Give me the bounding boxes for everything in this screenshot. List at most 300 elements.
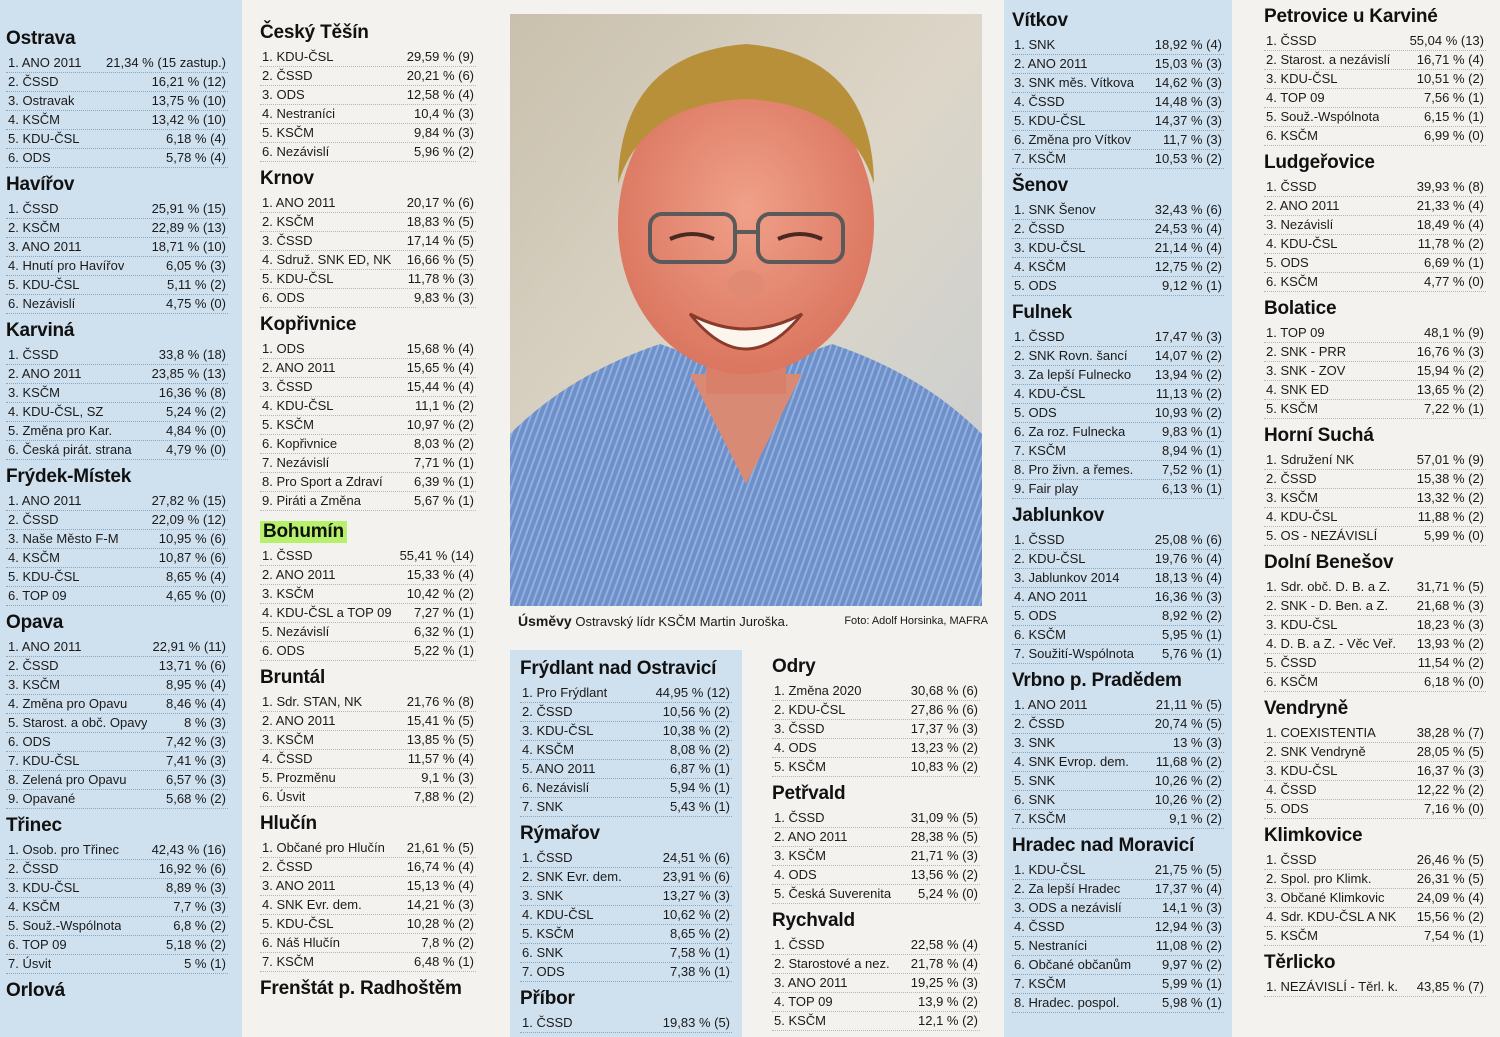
- vote-share-seats: 9,1 % (3): [421, 770, 474, 785]
- result-row: [1012, 239, 1224, 258]
- vote-share-seats: 18,92 % (4): [1154, 37, 1222, 52]
- vote-share-seats: 13,93 % (2): [1416, 636, 1484, 651]
- vote-share-seats: 14,1 % (3): [1162, 900, 1222, 915]
- party-name: 6. KSČM: [1014, 627, 1067, 642]
- party-name: 3. ODS: [262, 87, 305, 102]
- vote-share-seats: 21,11 % (5): [1155, 697, 1222, 712]
- col6-content: [1264, 6, 1486, 997]
- result-row: [6, 898, 228, 917]
- party-name: 6. TOP 09: [8, 937, 67, 952]
- result-row: [6, 860, 228, 879]
- party-name: 2. ANO 2011: [262, 360, 336, 375]
- vote-share-seats: 4,77 % (0): [1424, 274, 1484, 289]
- result-row: [772, 828, 980, 847]
- vote-share-seats: 7,27 % (1): [414, 605, 474, 620]
- results-column-3: [510, 650, 742, 1037]
- party-name: 5. KSČM: [774, 1013, 827, 1028]
- party-name: 4. KSČM: [8, 550, 61, 565]
- party-name: 6. SNK: [1014, 792, 1056, 807]
- result-row: [1012, 753, 1224, 772]
- town-name: Krnov: [260, 168, 314, 189]
- result-row: [1264, 89, 1486, 108]
- vote-share-seats: 9,83 % (1): [1162, 424, 1222, 439]
- result-row: [1264, 127, 1486, 146]
- result-row: [260, 585, 476, 604]
- result-row: [1012, 645, 1224, 664]
- vote-share-seats: 11,78 % (2): [1417, 236, 1484, 251]
- vote-share-seats: 9,83 % (3): [414, 290, 474, 305]
- result-row: [1012, 150, 1224, 169]
- vote-share-seats: 15,68 % (4): [406, 341, 474, 356]
- results-column-6: [1256, 0, 1500, 1037]
- result-row: [260, 359, 476, 378]
- vote-share-seats: 21,68 % (3): [1416, 598, 1484, 613]
- party-name: 1. COEXISTENTIA: [1266, 725, 1376, 740]
- party-name: 2. ČSSD: [262, 68, 313, 83]
- vote-share-seats: 8,92 % (2): [1162, 608, 1222, 623]
- party-name: 2. ČSSD: [1266, 471, 1317, 486]
- result-row: [260, 105, 476, 124]
- party-name: 7. Soužití-Wspólnota: [1014, 646, 1134, 661]
- party-name: 6. ODS: [262, 290, 305, 305]
- result-row: [1012, 880, 1224, 899]
- result-row: [1012, 277, 1224, 296]
- party-name: 5. ODS: [1266, 255, 1309, 270]
- result-row: [1012, 734, 1224, 753]
- town-name: Fulnek: [1012, 302, 1073, 323]
- result-row: [1264, 381, 1486, 400]
- vote-share-seats: 12,94 % (3): [1154, 919, 1222, 934]
- vote-share-seats: 13,56 % (2): [910, 867, 978, 882]
- town-results-block: [1012, 302, 1224, 499]
- party-name: 1. ČSSD: [1266, 179, 1317, 194]
- vote-share-seats: 4,65 % (0): [166, 588, 226, 603]
- party-name: 2. ANO 2011: [774, 829, 848, 844]
- vote-share-seats: 15,03 % (3): [1154, 56, 1222, 71]
- party-name: 3. SNK: [522, 888, 564, 903]
- vote-share-seats: 13,71 % (6): [158, 658, 226, 673]
- vote-share-seats: 18,23 % (3): [1416, 617, 1484, 632]
- party-name: 6. Kopřivnice: [262, 436, 338, 451]
- party-name: 4. KSČM: [1014, 259, 1067, 274]
- vote-share-seats: 19,83 % (5): [662, 1015, 730, 1030]
- party-name: 7. KSČM: [262, 954, 315, 969]
- result-row: [260, 194, 476, 213]
- vote-share-seats: 26,31 % (5): [1416, 871, 1484, 886]
- result-row: [1264, 578, 1486, 597]
- result-row: [260, 435, 476, 454]
- vote-share-seats: 8,89 % (3): [166, 880, 226, 895]
- result-row: [6, 492, 228, 511]
- vote-share-seats: 10,53 % (2): [1154, 151, 1222, 166]
- vote-share-seats: 7,8 % (2): [421, 935, 474, 950]
- party-name: 5. KDU-ČSL: [262, 916, 334, 931]
- result-row: [1264, 527, 1486, 546]
- vote-share-seats: 13,85 % (5): [406, 732, 474, 747]
- result-row: [520, 868, 732, 887]
- result-row: [260, 896, 476, 915]
- caption-text: Ostravský lídr KSČM Martin Juroška.: [575, 614, 789, 629]
- vote-share-seats: 21,71 % (3): [910, 848, 978, 863]
- town-name: Frýdlant nad Ostravicí: [520, 658, 717, 679]
- vote-share-seats: 6,39 % (1): [414, 474, 474, 489]
- result-row: [6, 879, 228, 898]
- party-name: 4. ODS: [774, 867, 817, 882]
- vote-share-seats: 5,18 % (2): [166, 937, 226, 952]
- result-row: [1264, 273, 1486, 292]
- party-name: 1. NEZÁVISLÍ - Těrl. k.: [1266, 979, 1398, 994]
- vote-share-seats: 5,43 % (1): [670, 799, 730, 814]
- vote-share-seats: 19,76 % (4): [1154, 551, 1222, 566]
- result-row: [1012, 131, 1224, 150]
- vote-share-seats: 8,03 % (2): [414, 436, 474, 451]
- result-row: [6, 733, 228, 752]
- result-row: [260, 788, 476, 807]
- party-name: 1. Sdružení NK: [1266, 452, 1355, 467]
- result-row: [1012, 861, 1224, 880]
- vote-share-seats: 30,68 % (6): [910, 683, 978, 698]
- vote-share-seats: 5,98 % (1): [1162, 995, 1222, 1010]
- result-row: [1264, 216, 1486, 235]
- party-name: 2. Spol. pro Klimk.: [1266, 871, 1372, 886]
- result-row: [260, 454, 476, 473]
- result-row: [6, 511, 228, 530]
- party-name: 5. ODS: [1266, 801, 1309, 816]
- party-name: 1. SNK: [1014, 37, 1056, 52]
- result-row: [260, 839, 476, 858]
- vote-share-seats: 57,01 % (9): [1416, 452, 1484, 467]
- vote-share-seats: 17,14 % (5): [406, 233, 474, 248]
- party-name: 2. KDU-ČSL: [774, 702, 846, 717]
- vote-share-seats: 17,47 % (3): [1154, 329, 1222, 344]
- party-name: 3. KSČM: [1266, 490, 1319, 505]
- party-name: 3. KDU-ČSL: [1014, 240, 1086, 255]
- result-row: [260, 340, 476, 359]
- party-name: 5. KSČM: [262, 417, 315, 432]
- result-row: [1264, 470, 1486, 489]
- vote-share-seats: 26,46 % (5): [1416, 852, 1484, 867]
- vote-share-seats: 6,69 % (1): [1424, 255, 1484, 270]
- vote-share-seats: 6,13 % (1): [1162, 481, 1222, 496]
- vote-share-seats: 15,65 % (4): [406, 360, 474, 375]
- town-name: Vrbno p. Pradědem: [1012, 670, 1182, 691]
- party-name: 3. Za lepší Fulnecko: [1014, 367, 1132, 382]
- vote-share-seats: 16,21 % (12): [151, 74, 226, 89]
- vote-share-seats: 22,89 % (13): [151, 220, 226, 235]
- photo-credit: Foto: Adolf Horsinka, MAFRA: [844, 615, 988, 627]
- vote-share-seats: 18,13 % (4): [1154, 570, 1222, 585]
- vote-share-seats: 4,75 % (0): [166, 296, 226, 311]
- result-row: [260, 48, 476, 67]
- result-row: [1264, 324, 1486, 343]
- result-row: [260, 750, 476, 769]
- result-row: [6, 92, 228, 111]
- party-name: 6. Úsvit: [262, 789, 306, 804]
- party-name: 5. SNK: [1014, 773, 1056, 788]
- result-row: [6, 130, 228, 149]
- result-row: [520, 925, 732, 944]
- result-row: [520, 684, 732, 703]
- result-row: [6, 955, 228, 974]
- vote-share-seats: 22,91 % (11): [152, 639, 226, 654]
- result-row: [772, 936, 980, 955]
- result-row: [1012, 550, 1224, 569]
- result-row: [772, 955, 980, 974]
- vote-share-seats: 16,37 % (3): [1416, 763, 1484, 778]
- result-row: [1264, 362, 1486, 381]
- party-name: 8. Zelená pro Opavu: [8, 772, 127, 787]
- party-name: 6. Česká pirát. strana: [8, 442, 132, 457]
- party-name: 4. ODS: [774, 740, 817, 755]
- town-results-block: [1264, 698, 1486, 819]
- result-row: [260, 712, 476, 731]
- party-name: 3. Ostravak: [8, 93, 75, 108]
- vote-share-seats: 42,43 % (16): [151, 842, 226, 857]
- party-name: 3. Jablunkov 2014: [1014, 570, 1120, 585]
- vote-share-seats: 23,85 % (13): [151, 366, 226, 381]
- result-row: [1264, 400, 1486, 419]
- town-name: Dolní Benešov: [1264, 552, 1394, 573]
- town-results-block: [6, 466, 228, 606]
- town-name: Petrovice u Karviné: [1264, 6, 1438, 27]
- vote-share-seats: 11,13 % (2): [1155, 386, 1222, 401]
- party-name: 1. ČSSD: [1266, 33, 1317, 48]
- town-results-block: [1264, 825, 1486, 946]
- result-row: [1264, 870, 1486, 889]
- party-name: 5. KDU-ČSL: [262, 271, 334, 286]
- vote-share-seats: 4,84 % (0): [166, 423, 226, 438]
- party-name: 4. KDU-ČSL, SZ: [8, 404, 104, 419]
- party-name: 3. SNK měs. Vítkova: [1014, 75, 1134, 90]
- vote-share-seats: 10,56 % (2): [662, 704, 730, 719]
- vote-share-seats: 8,65 % (4): [166, 569, 226, 584]
- party-name: 5. Nezávislí: [262, 624, 330, 639]
- vote-share-seats: 13,65 % (2): [1416, 382, 1484, 397]
- vote-share-seats: 18,83 % (5): [406, 214, 474, 229]
- party-name: 1. Osob. pro Třinec: [8, 842, 120, 857]
- result-row: [1264, 451, 1486, 470]
- result-row: [1012, 772, 1224, 791]
- vote-share-seats: 14,62 % (3): [1154, 75, 1222, 90]
- vote-share-seats: 5,24 % (0): [918, 886, 978, 901]
- result-row: [260, 251, 476, 270]
- party-name: 1. ČSSD: [774, 810, 825, 825]
- vote-share-seats: 29,59 % (9): [406, 49, 474, 64]
- party-name: 6. Nezávislí: [8, 296, 76, 311]
- town-results-block: [1012, 505, 1224, 664]
- town-name: Příbor: [520, 988, 575, 1009]
- result-row: [1012, 366, 1224, 385]
- result-row: [6, 657, 228, 676]
- result-row: [6, 549, 228, 568]
- result-row: [6, 752, 228, 771]
- party-name: 2. KSČM: [262, 214, 315, 229]
- vote-share-seats: 21,33 % (4): [1416, 198, 1484, 213]
- party-name: 2. SNK Vendryně: [1266, 744, 1366, 759]
- town-name: Třinec: [6, 815, 62, 836]
- party-name: 7. KSČM: [1014, 811, 1067, 826]
- result-row: [1012, 442, 1224, 461]
- party-name: 1. ANO 2011: [8, 55, 82, 70]
- vote-share-seats: 5,99 % (1): [1162, 976, 1222, 991]
- vote-share-seats: 6,48 % (1): [414, 954, 474, 969]
- vote-share-seats: 5,67 % (1): [414, 493, 474, 508]
- result-row: [772, 682, 980, 701]
- result-row: [260, 769, 476, 788]
- party-name: 5. Česká Suverenita: [774, 886, 892, 901]
- result-row: [260, 877, 476, 896]
- result-row: [1012, 258, 1224, 277]
- result-row: [6, 111, 228, 130]
- result-row: [260, 397, 476, 416]
- vote-share-seats: 5,78 % (4): [166, 150, 226, 165]
- vote-share-seats: 16,36 % (3): [1154, 589, 1222, 604]
- vote-share-seats: 8,94 % (1): [1162, 443, 1222, 458]
- party-name: 6. Nezávislí: [522, 780, 590, 795]
- party-name: 2. ČSSD: [262, 859, 313, 874]
- vote-share-seats: 10,26 % (2): [1154, 773, 1222, 788]
- party-name: 7. KSČM: [1014, 443, 1067, 458]
- vote-share-seats: 10,26 % (2): [1154, 792, 1222, 807]
- vote-share-seats: 24,51 % (6): [662, 850, 730, 865]
- vote-share-seats: 9,12 % (1): [1162, 278, 1222, 293]
- town-results-block: [6, 320, 228, 460]
- party-name: 1. Sdr. STAN, NK: [262, 694, 363, 709]
- result-row: [6, 530, 228, 549]
- town-results-block: [520, 823, 732, 982]
- party-name: 3. ANO 2011: [774, 975, 848, 990]
- party-name: 5. ODS: [1014, 278, 1057, 293]
- vote-share-seats: 10,51 % (2): [1416, 71, 1484, 86]
- result-row: [1012, 569, 1224, 588]
- vote-share-seats: 7,42 % (3): [166, 734, 226, 749]
- town-name: Kopřivnice: [260, 314, 357, 335]
- result-row: [6, 917, 228, 936]
- vote-share-seats: 11,57 % (4): [407, 751, 474, 766]
- col4-content: [772, 656, 980, 1031]
- party-name: 6. ODS: [8, 150, 51, 165]
- vote-share-seats: 6,15 % (1): [1424, 109, 1484, 124]
- vote-share-seats: 13,23 % (2): [910, 740, 978, 755]
- vote-share-seats: 10,87 % (6): [158, 550, 226, 565]
- result-row: [1264, 508, 1486, 527]
- party-name: 9. Opavané: [8, 791, 76, 806]
- vote-share-seats: 7,38 % (1): [670, 964, 730, 979]
- party-name: 7. KSČM: [1014, 151, 1067, 166]
- party-name: 4. KDU-ČSL a TOP 09: [262, 605, 392, 620]
- result-row: [260, 492, 476, 511]
- vote-share-seats: 24,53 % (4): [1154, 221, 1222, 236]
- vote-share-seats: 9,84 % (3): [414, 125, 474, 140]
- result-row: [6, 714, 228, 733]
- party-name: 7. ODS: [522, 964, 565, 979]
- party-name: 5. KSČM: [774, 759, 827, 774]
- party-name: 3. KSČM: [8, 385, 61, 400]
- vote-share-seats: 15,94 % (2): [1416, 363, 1484, 378]
- town-results-block: [1264, 552, 1486, 692]
- vote-share-seats: 55,04 % (13): [1409, 33, 1484, 48]
- result-row: [6, 771, 228, 790]
- party-name: 2. ANO 2011: [1266, 198, 1340, 213]
- party-name: 1. KDU-ČSL: [262, 49, 334, 64]
- vote-share-seats: 48,1 % (9): [1424, 325, 1484, 340]
- party-name: 3. KSČM: [774, 848, 827, 863]
- party-name: 4. SNK Evr. dem.: [262, 897, 362, 912]
- vote-share-seats: 6,8 % (2): [173, 918, 226, 933]
- town-results-block: [260, 813, 476, 972]
- vote-share-seats: 7,16 % (0): [1424, 801, 1484, 816]
- result-row: [1012, 36, 1224, 55]
- vote-share-seats: 7,22 % (1): [1424, 401, 1484, 416]
- result-row: [6, 441, 228, 460]
- col3-content: [520, 658, 732, 1033]
- result-row: [1012, 975, 1224, 994]
- vote-share-seats: 20,21 % (6): [406, 68, 474, 83]
- town-name: Klimkovice: [1264, 825, 1363, 846]
- party-name: 2. KSČM: [8, 220, 61, 235]
- party-name: 6. SNK: [522, 945, 564, 960]
- town-name: Petřvald: [772, 783, 846, 804]
- vote-share-seats: 7,54 % (1): [1424, 928, 1484, 943]
- party-name: 5. OS - NEZÁVISLÍ: [1266, 528, 1378, 543]
- party-name: 2. SNK - PRR: [1266, 344, 1347, 359]
- result-row: [6, 54, 228, 73]
- result-row: [1264, 743, 1486, 762]
- vote-share-seats: 55,41 % (14): [399, 548, 474, 563]
- result-row: [1264, 724, 1486, 743]
- result-row: [1012, 461, 1224, 480]
- vote-share-seats: 14,21 % (3): [406, 897, 474, 912]
- town-results-block: [1012, 175, 1224, 296]
- vote-share-seats: 8,95 % (4): [166, 677, 226, 692]
- vote-share-seats: 17,37 % (3): [910, 721, 978, 736]
- vote-share-seats: 10,42 % (2): [406, 586, 474, 601]
- result-row: [6, 587, 228, 606]
- party-name: 6. KSČM: [1266, 128, 1319, 143]
- result-row: [1264, 889, 1486, 908]
- result-row: [772, 866, 980, 885]
- vote-share-seats: 14,37 % (3): [1154, 113, 1222, 128]
- party-name: 4. TOP 09: [774, 994, 833, 1009]
- party-name: 1. TOP 09: [1266, 325, 1325, 340]
- party-name: 7. KDU-ČSL: [8, 753, 80, 768]
- party-name: 2. ANO 2011: [262, 567, 336, 582]
- party-name: 5. KDU-ČSL: [8, 131, 80, 146]
- vote-share-seats: 15,56 % (2): [1416, 909, 1484, 924]
- vote-share-seats: 16,71 % (4): [1416, 52, 1484, 67]
- vote-share-seats: 15,13 % (4): [406, 878, 474, 893]
- party-name: 4. Hnutí pro Havířov: [8, 258, 125, 273]
- vote-share-seats: 13,9 % (2): [918, 994, 978, 1009]
- vote-share-seats: 7,52 % (1): [1162, 462, 1222, 477]
- party-name: 1. ANO 2011: [1014, 697, 1088, 712]
- vote-share-seats: 8,65 % (2): [670, 926, 730, 941]
- party-name: 1. Občané pro Hlučín: [262, 840, 385, 855]
- party-name: 3. KDU-ČSL: [8, 880, 80, 895]
- results-column-4: [766, 648, 986, 1037]
- result-row: [1012, 220, 1224, 239]
- town-results-block: [260, 22, 476, 162]
- vote-share-seats: 6,99 % (0): [1424, 128, 1484, 143]
- result-row: [1264, 616, 1486, 635]
- result-row: [772, 993, 980, 1012]
- town-results-block: [772, 910, 980, 1031]
- vote-share-seats: 31,71 % (5): [1416, 579, 1484, 594]
- party-name: 4. ČSSD: [262, 751, 313, 766]
- vote-share-seats: 21,78 % (4): [910, 956, 978, 971]
- vote-share-seats: 43,85 % (7): [1416, 979, 1484, 994]
- result-row: [1264, 762, 1486, 781]
